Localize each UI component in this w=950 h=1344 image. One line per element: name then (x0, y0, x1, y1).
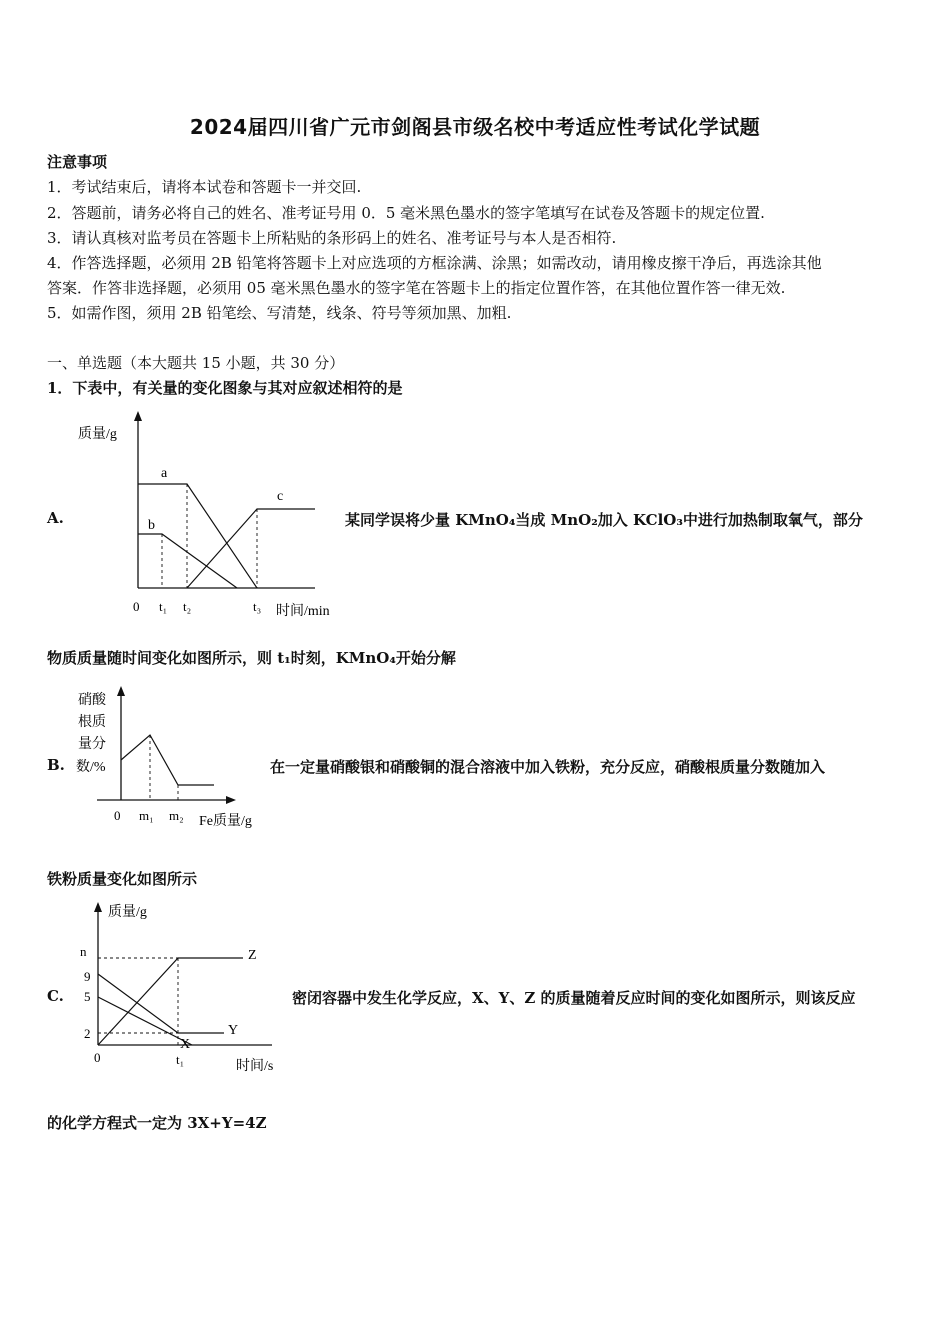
page-title: 2024届四川省广元市剑阁县市级名校中考适应性考试化学试题 (189, 115, 761, 139)
option-c-text-cont: 的化学方程式一定为 3X+Y=4Z (47, 1114, 267, 1132)
notice-item: 5．如需作图，须用 2B 铅笔绘、写清楚，线条、符号等须加黑、加粗. (47, 304, 512, 322)
section-heading: 一、单选题（本大题共 15 小题，共 30 分） (47, 354, 345, 372)
nitrate-fraction-line (121, 735, 214, 785)
y-axis-label-line: 数/% (76, 760, 106, 775)
tick-m1: m₁ (139, 808, 154, 823)
notice-item: 3．请认真核对监考员在答题卡上所粘贴的条形码上的姓名、准考证号与本人是否相符. (47, 229, 617, 247)
x-axis-label: Fe质量/g (199, 814, 252, 829)
series-a-line (138, 484, 257, 588)
notice-item: 2．答题前，请务必将自己的姓名、准考证号用 0．5 毫米黑色墨水的签字笔填写在试卷及答题卡的规定位置. (47, 204, 765, 222)
ytick-n: n (80, 944, 87, 959)
y-axis-label: 质量/g (108, 905, 147, 920)
series-z-line (98, 958, 243, 1045)
option-b-label: B. (47, 756, 65, 774)
option-c-label: C. (47, 987, 64, 1005)
option-a-text-cont: 物质质量随时间变化如图所示，则 t₁时刻，KMnO₄开始分解 (47, 649, 456, 667)
option-c-chart (76, 896, 291, 1076)
series-a-label: a (161, 466, 168, 481)
y-axis-label-line: 量分 (78, 737, 106, 752)
notice-heading: 注意事项 (47, 153, 108, 171)
notice-item: 4．作答选择题，必须用 2B 铅笔将答题卡上对应选项的方框涂满、涂黑；如需改动，请用橡皮擦干净后，再选涂其他 (47, 254, 822, 272)
series-b-label: b (148, 518, 155, 533)
option-b-text: 在一定量硝酸银和硝酸铜的混合溶液中加入铁粉，充分反应，硝酸根质量分数随加入 (270, 758, 826, 776)
y-axis-arrow (117, 686, 125, 696)
series-y-label: Y (228, 1023, 239, 1038)
ytick-2: 2 (84, 1026, 91, 1041)
option-a-chart (70, 405, 350, 625)
notice-item: 1．考试结束后，请将本试卷和答题卡一并交回. (47, 178, 362, 196)
option-b-text-cont: 铁粉质量变化如图所示 (47, 870, 198, 888)
tick-t3: t₃ (253, 599, 262, 614)
series-x-label: X (180, 1037, 191, 1052)
origin-label: 0 (133, 599, 140, 614)
tick-t1: t₁ (176, 1052, 185, 1067)
series-c-label: c (277, 489, 284, 504)
tick-m2: m₂ (169, 808, 184, 823)
y-axis-label-line: 硝酸 (78, 693, 106, 708)
ytick-9: 9 (84, 969, 91, 984)
option-c-text: 密闭容器中发生化学反应，X、Y、Z 的质量随着反应时间的变化如图所示，则该反应 (292, 989, 856, 1007)
series-z-label: Z (248, 948, 257, 963)
x-axis-label: 时间/s (236, 1059, 274, 1074)
origin-label: 0 (94, 1050, 101, 1065)
notice-item: 答案．作答非选择题，必须用 05 毫米黑色墨水的签字笔在答题卡上的指定位置作答，在其他位置作答一律无效. (47, 279, 786, 297)
option-b-chart (72, 682, 272, 832)
series-b-line (138, 534, 237, 588)
y-axis-label: 质量/g (78, 427, 117, 442)
origin-label: 0 (114, 808, 121, 823)
option-a-label: A. (47, 509, 64, 527)
x-axis-arrow (226, 796, 236, 804)
series-c-line (187, 509, 315, 588)
tick-t2: t₂ (183, 599, 192, 614)
option-a-text: 某同学误将少量 KMnO₄当成 MnO₂加入 KClO₃中进行加热制取氧气，部分 (345, 511, 863, 529)
ytick-5: 5 (84, 989, 91, 1004)
y-axis-arrow (94, 902, 102, 912)
question-stem: 1．下表中，有关量的变化图象与其对应叙述相符的是 (47, 379, 403, 397)
x-axis-label: 时间/min (276, 604, 330, 619)
y-axis-arrow (134, 411, 142, 421)
tick-t1: t₁ (159, 599, 168, 614)
y-axis-label-line: 根质 (78, 715, 106, 730)
